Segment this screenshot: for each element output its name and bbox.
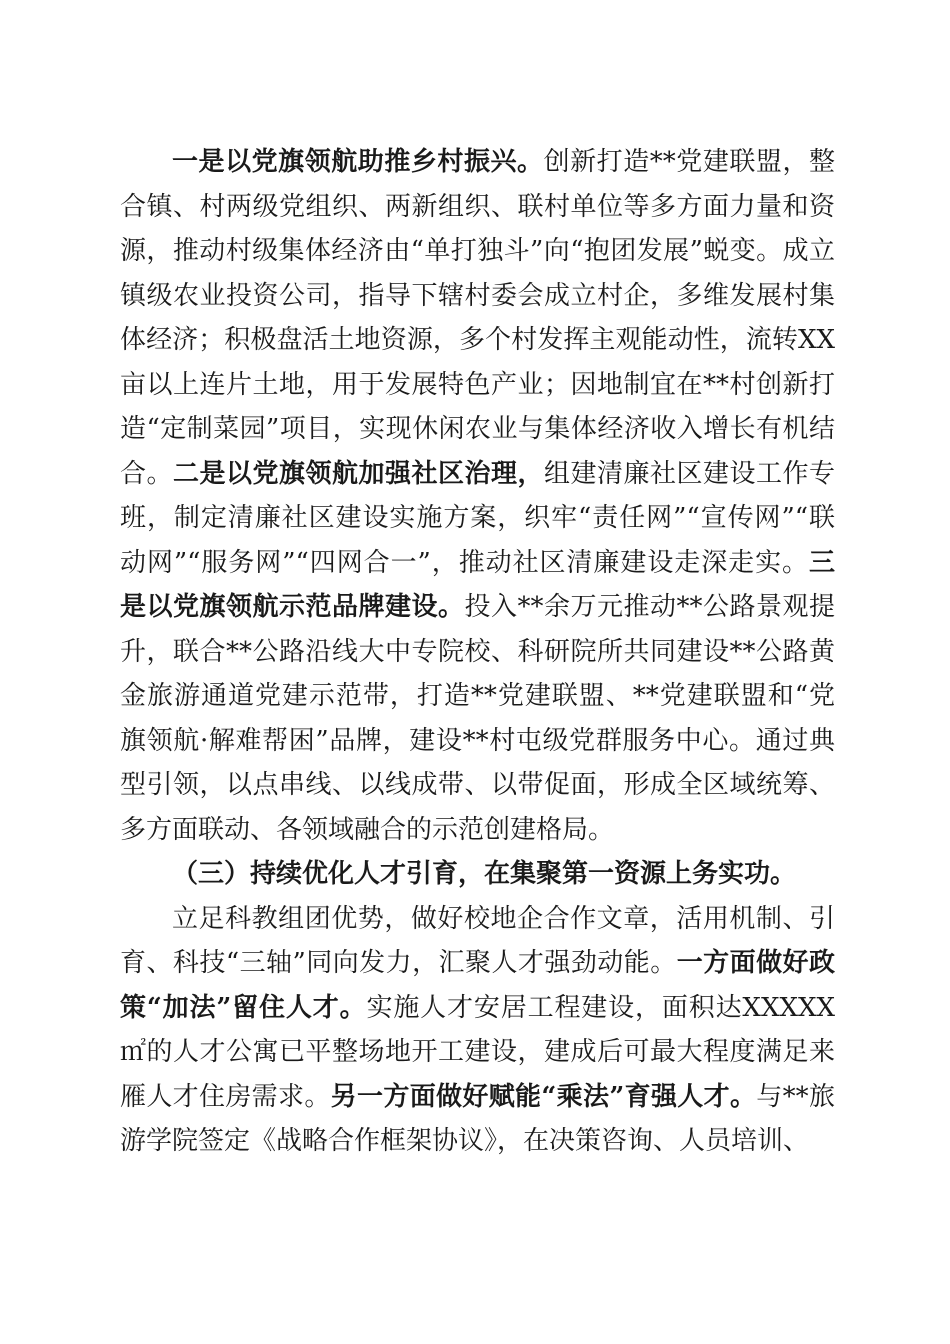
paragraph-rural-community-brand [120,140,835,852]
lead-policy-addition: 一方面做好政策“加法”留住人才。 [120,948,835,1023]
text-talent-housing: 实施人才安居工程建设，面积达XXXXX㎡的人才公寓已平整场地开工建设，建成后可最大程度满足来雁人才住房需求。 [120,992,835,1112]
lead-brand-building: 三是以党旗领航示范品牌建设。 [120,547,835,622]
paragraph-talent [120,897,835,1164]
section-heading: （三）持续优化人才引育，在集聚第一资源上务实功。 [172,859,797,889]
lead-community-governance: 二是以党旗领航加强社区治理， [173,458,544,489]
text-rural-revitalization: 创新打造**党建联盟，整合镇、村两级党组织、两新组织、联村单位等多方面力量和资源，推动村级集体经济由“单打独斗”向“抱团发展”蜕变。成立镇级农业投资公司，指导下辖村委会成立村企，多维发展村集体经济；积极盘活土地资源，多个村发挥主观能动性，流转XX亩以上连片土地，用于发展特色产业；因地制宜在**村创新打造“定制菜园”项目，实现休闲农业与集体经济收入增长有机结合。 [120,147,835,489]
text-tourism-college: 与**旅游学院签定《战略合作框架协议》，在决策咨询、人员培训、 [120,1081,835,1156]
document-body [120,140,835,1164]
text-talent-intro: 立足科教组团优势，做好校地企合作文章，活用机制、引育、科技“三轴”同向发力，汇聚人才强劲动能。 [120,903,835,978]
text-brand-building: 投入**余万元推动**公路景观提升，联合**公路沿线大中专院校、科研院所共同建设**公路黄金旅游通道党建示范带，打造**党建联盟、**党建联盟和“党旗领航·解难帮困”品牌，建设**村屯级党群服务中心。通过典型引领，以点串线、以线成带、以带促面，形成全区域统筹、多方面联动、各领域融合的示范创建格局。 [120,592,835,845]
lead-empower-multiplication: 另一方面做好赋能“乘法”育强人才。 [330,1081,757,1112]
lead-rural-revitalization: 一是以党旗领航助推乡村振兴。 [172,147,544,177]
text-community-governance: 组建清廉社区建设工作专班，制定清廉社区建设实施方案，织牢“责任网”“宣传网”“联动网”“服务网”“四网合一”，推动社区清廉建设走深走实。 [120,458,835,578]
